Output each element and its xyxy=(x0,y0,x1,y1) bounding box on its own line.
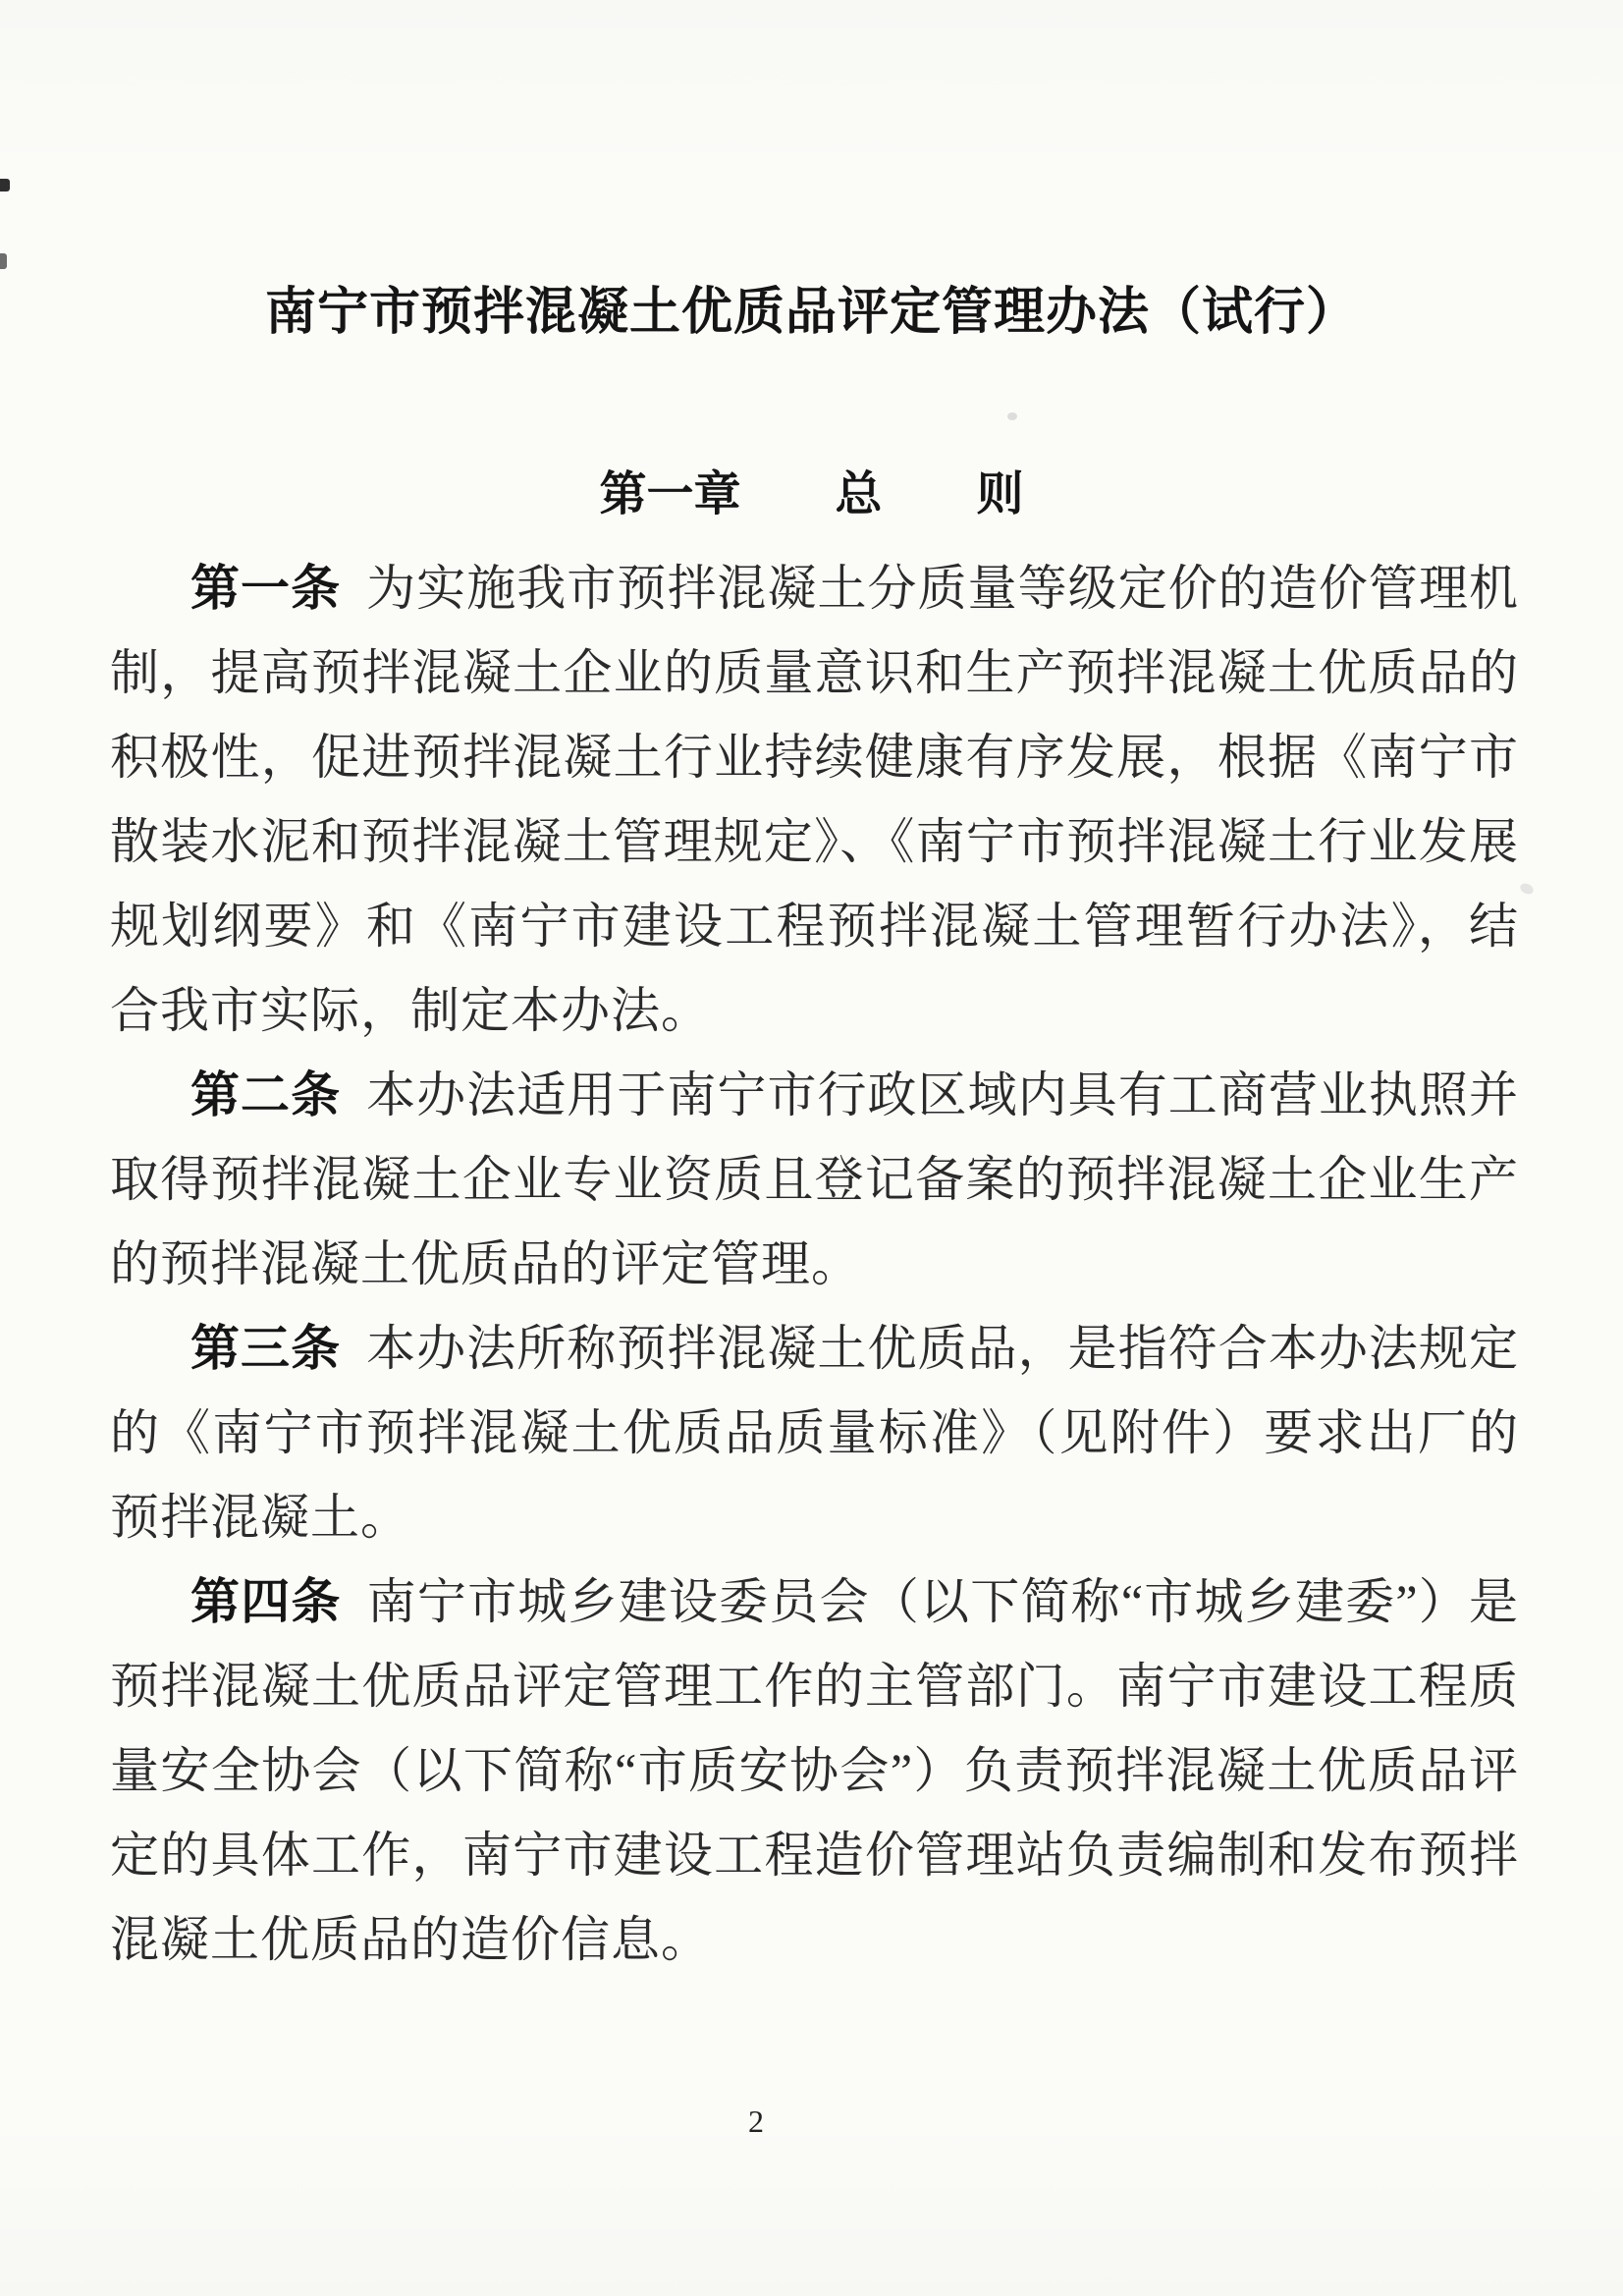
scan-smudge xyxy=(1007,412,1017,420)
document-title: 南宁市预拌混凝土优质品评定管理办法（试行） xyxy=(264,285,1358,341)
article-4-text: 南宁市城乡建设委员会（以下简称“市城乡建委”）是预拌混凝土优质品评定管理工作的主管部门。南宁市建设工程质量安全协会（以下简称“市质安协会”）负责预拌混凝土优质品评定的具体工作，南宁市建设工程造价管理站负责编制和发布预拌混凝土优质品的造价信息。 xyxy=(110,1574,1520,1967)
article-2-label: 第二条 xyxy=(190,1067,342,1122)
article-1-label: 第一条 xyxy=(190,561,342,616)
scan-artifact xyxy=(0,253,7,269)
article-3 xyxy=(110,1306,1519,1559)
article-3-text: 本办法所称预拌混凝土优质品，是指符合本办法规定的《南宁市预拌混凝土优质品质量标准》（见附件）要求出厂的预拌混凝土。 xyxy=(110,1321,1520,1545)
article-4 xyxy=(110,1559,1519,1982)
article-4-label: 第四条 xyxy=(190,1574,342,1629)
article-2-text: 本办法适用于南宁市行政区域内具有工商营业执照并取得预拌混凝土企业专业资质且登记备案的预拌混凝土企业生产的预拌混凝土优质品的评定管理。 xyxy=(110,1067,1520,1291)
article-3-label: 第三条 xyxy=(190,1321,342,1376)
article-1 xyxy=(110,546,1519,1053)
page-number: 2 xyxy=(748,2104,764,2139)
chapter-heading: 第一章 总 则 xyxy=(599,468,1024,520)
article-1-text: 为实施我市预拌混凝土分质量等级定价的造价管理机制，提高预拌混凝土企业的质量意识和生产预拌混凝土优质品的积极性，促进预拌混凝土行业持续健康有序发展，根据《南宁市散装水泥和预拌混凝土管理规定》、《南宁市预拌混凝土行业发展规划纲要》和《南宁市建设工程预拌混凝土管理暂行办法》，结合我市实际，制定本办法。 xyxy=(110,561,1520,1038)
document-body xyxy=(0,546,1623,1982)
scan-artifact xyxy=(0,179,10,191)
article-2 xyxy=(110,1053,1519,1306)
